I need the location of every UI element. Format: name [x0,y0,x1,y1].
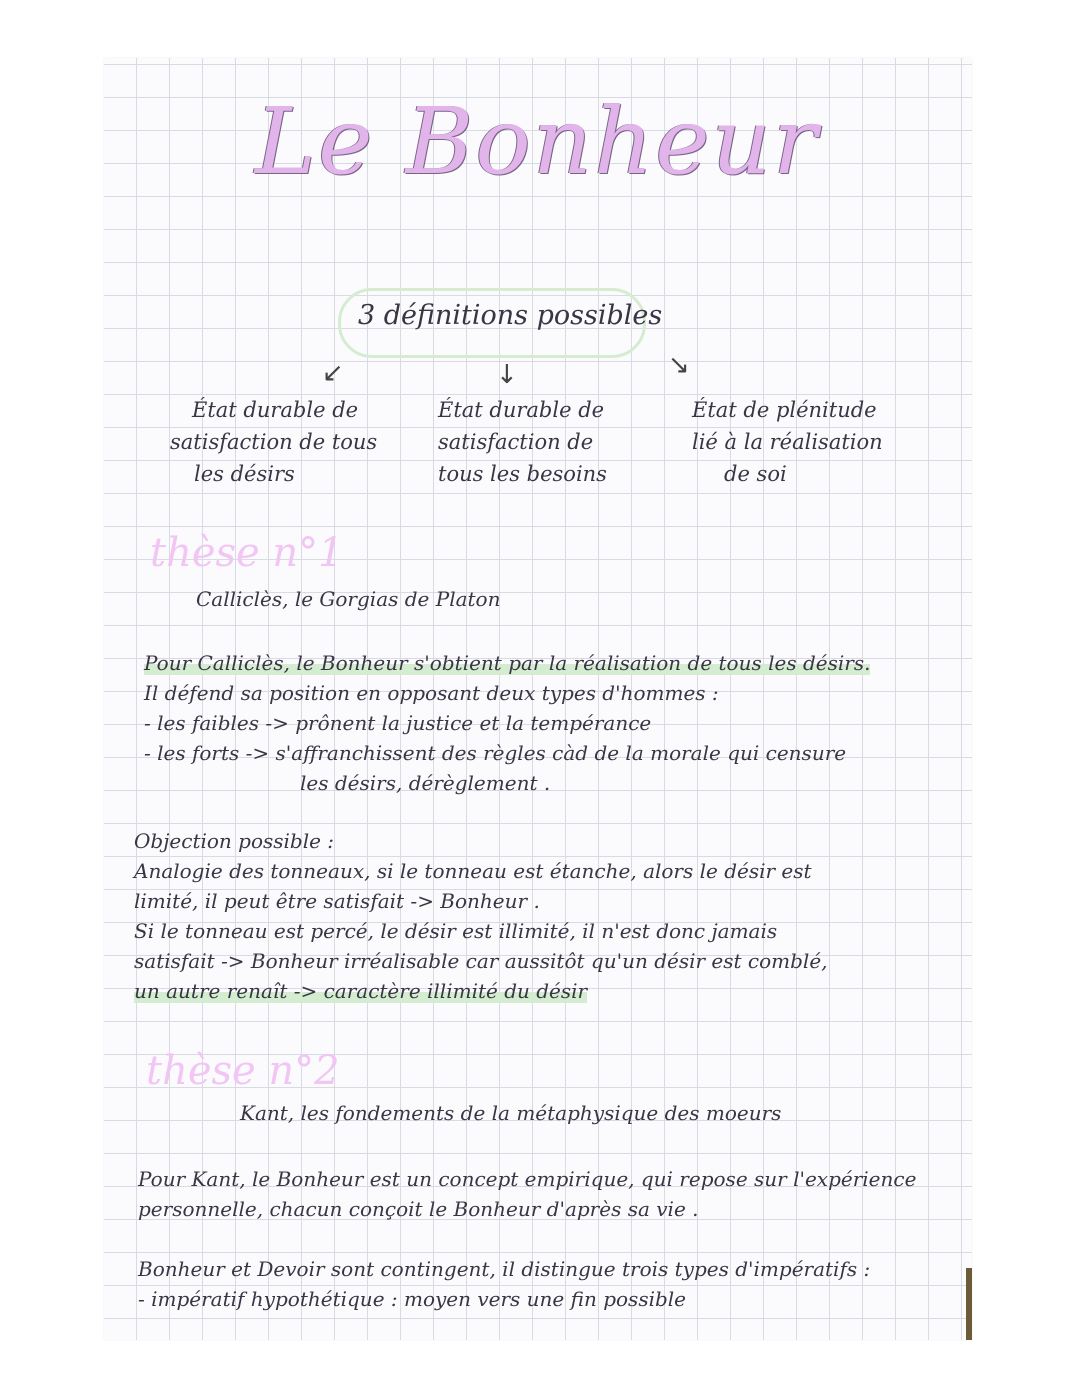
arrow-left-icon: ↙ [322,358,344,388]
arrow-down-icon: ↓ [496,360,518,390]
these-2-spacer [138,1224,916,1254]
these-2-text [138,1164,916,1314]
objection-line: Objection possible : [134,829,335,853]
definition-2-line: satisfaction de [438,430,594,454]
definition-2-line: État durable de [438,398,605,422]
definition-3 [692,394,883,490]
definition-2 [438,394,607,490]
arrow-right-icon: ↘ [668,350,690,380]
these-2-line: Pour Kant, le Bonheur est un concept empirique, qui repose sur l'expérience [138,1167,917,1191]
definition-1-line: satisfaction de tous [170,430,378,454]
these-2-source: Kant, les fondements de la métaphysique des moeurs [240,1101,782,1125]
these-1-line: Pour Calliclès, le Bonheur s'obtient par la réalisation de tous les désirs. [144,651,871,675]
objection-line: limité, il peut être satisfait -> Bonheur . [134,889,540,913]
objection-text [134,826,828,1006]
objection-line: un autre renaît -> caractère illimité du désir [134,979,588,1003]
objection-line: satisfait -> Bonheur irréalisable car aussitôt qu'un désir est comblé, [134,949,828,973]
notebook-edge [966,1268,972,1340]
these-2-label: thèse n°2 [146,1048,340,1094]
definition-1-line: les désirs [194,462,295,486]
these-1-line: - les faibles -> prônent la justice et la tempérance [144,711,652,735]
page-title: Le Bonheur [255,88,819,195]
these-2-line: personnelle, chacun conçoit le Bonheur d'après sa vie . [138,1197,699,1221]
definition-2-line: tous les besoins [438,462,607,486]
these-2-line: - impératif hypothétique : moyen vers une fin possible [138,1287,687,1311]
definition-3-line: État de plénitude [692,398,877,422]
these-1-text [144,648,870,798]
these-2-line: Bonheur et Devoir sont contingent, il distingue trois types d'impératifs : [138,1257,871,1281]
these-1-line: les désirs, dérèglement . [300,771,551,795]
these-1-source: Calliclès, le Gorgias de Platon [196,587,501,611]
definition-3-line: de soi [724,462,787,486]
objection-line: Analogie des tonneaux, si le tonneau est étanche, alors le désir est [134,859,812,883]
definition-1-line: État durable de [192,398,359,422]
definition-3-line: lié à la réalisation [692,430,883,454]
definition-1 [170,394,377,490]
definitions-heading: 3 définitions possibles [358,300,663,331]
these-1-label: thèse n°1 [150,530,344,576]
these-1-line: Il défend sa position en opposant deux types d'hommes : [144,681,719,705]
these-1-line: - les forts -> s'affranchissent des règles càd de la morale qui censure [144,741,847,765]
objection-line: Si le tonneau est percé, le désir est illimité, il n'est donc jamais [134,919,778,943]
